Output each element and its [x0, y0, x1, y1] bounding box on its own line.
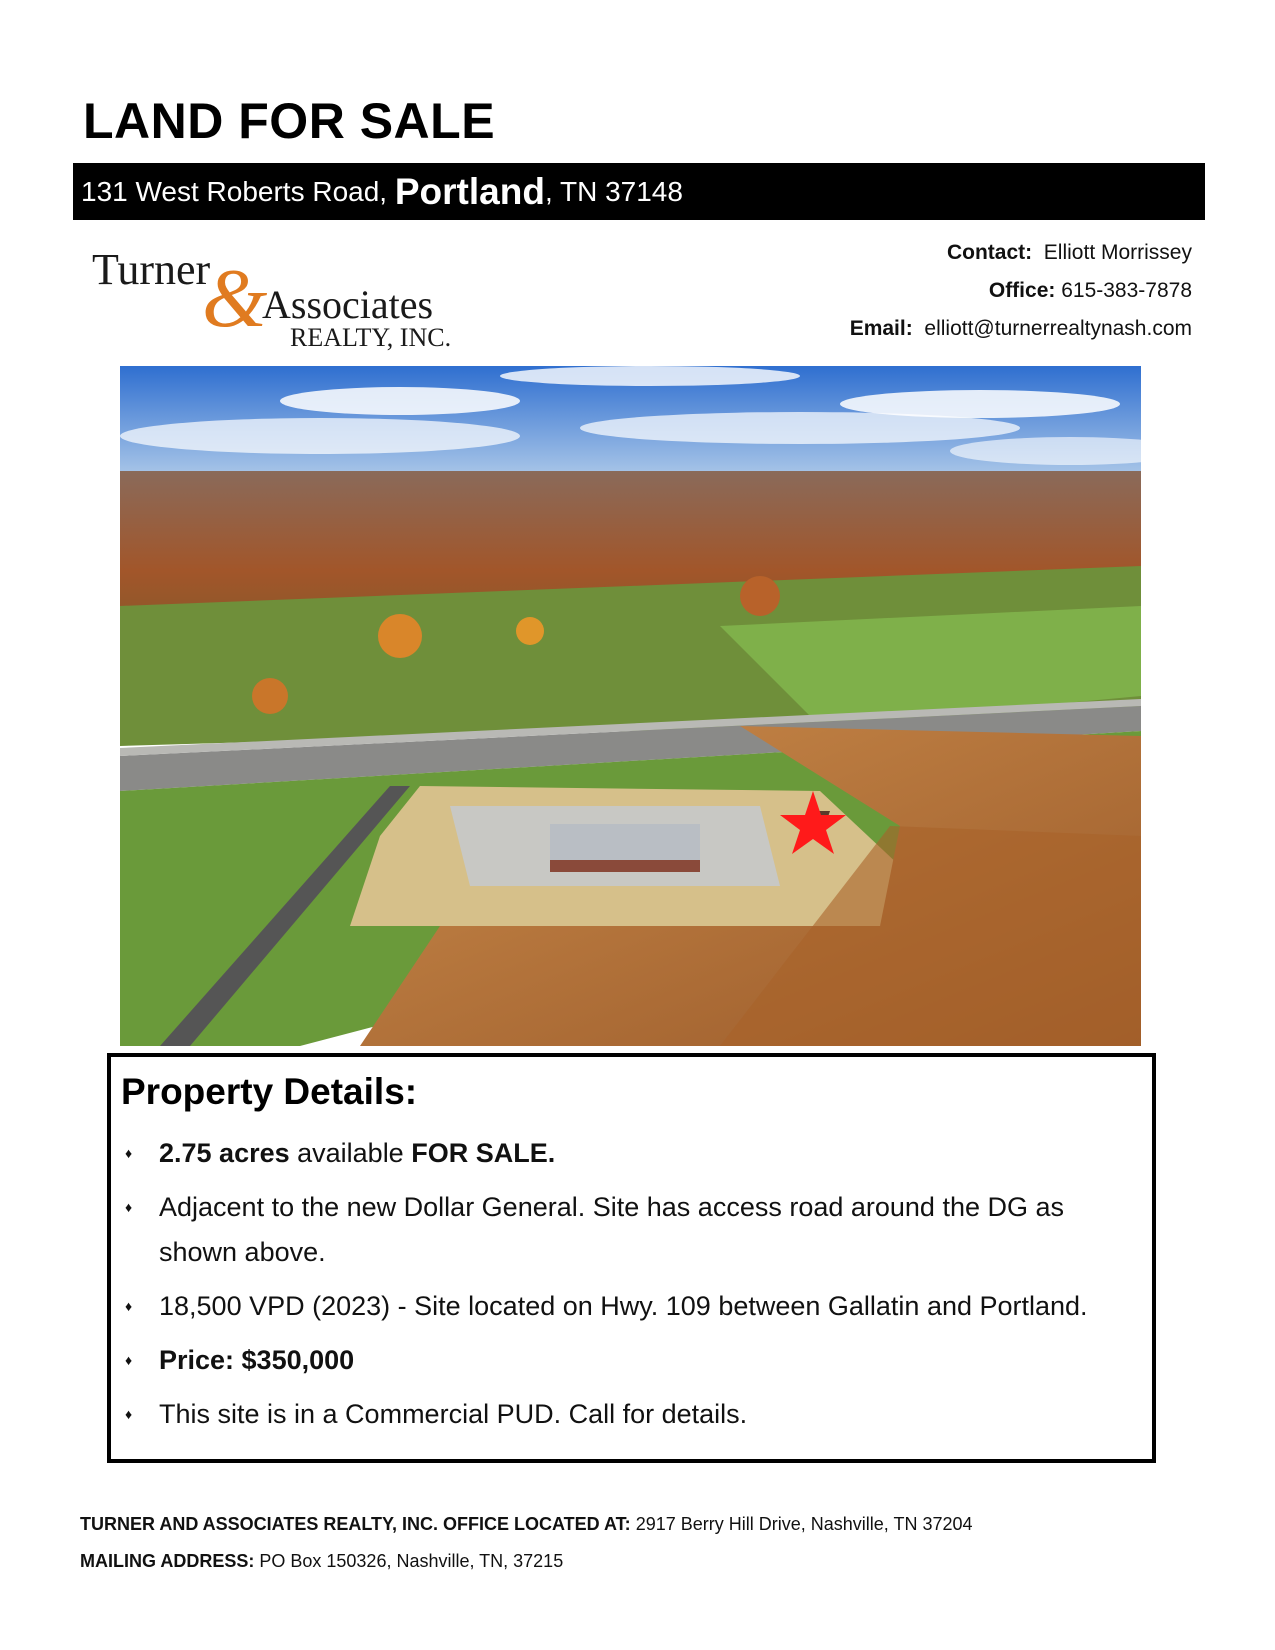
office-phone[interactable]: 615-383-7878: [1061, 279, 1192, 302]
address-state-zip: , TN 37148: [544, 175, 683, 207]
detail-text: available: [289, 1138, 412, 1168]
detail-item-access: [121, 1185, 1142, 1275]
diamond-bullet-icon: ♦: [125, 1298, 133, 1314]
diamond-bullet-icon: ♦: [125, 1145, 133, 1161]
detail-text: Price: $350,000: [159, 1345, 355, 1375]
detail-text: 18,500 VPD (2023) - Site located on Hwy. 109 between Gallatin and Portland.: [159, 1291, 1088, 1321]
footer-mailing-address: PO Box 150326, Nashville, TN, 37215: [259, 1551, 564, 1571]
detail-text: This site is in a Commercial PUD. Call for details.: [159, 1399, 748, 1429]
page-title: LAND FOR SALE: [83, 93, 496, 149]
aerial-property-photo: [120, 366, 1141, 1046]
contact-block: [850, 234, 1192, 348]
footer: [80, 1506, 973, 1580]
details-heading: Property Details:: [121, 1071, 418, 1112]
diamond-bullet-icon: ♦: [125, 1199, 133, 1215]
footer-mailing-label: MAILING ADDRESS:: [80, 1551, 255, 1571]
logo-line1: Turner: [92, 245, 211, 294]
footer-office-line: [80, 1506, 973, 1543]
contact-label: Contact:: [946, 241, 1033, 264]
company-logo: [92, 244, 492, 354]
detail-text: 2.75 acres: [159, 1138, 290, 1168]
office-label: Office:: [988, 279, 1056, 302]
diamond-bullet-icon: ♦: [125, 1406, 133, 1422]
footer-mailing-line: [80, 1543, 973, 1580]
diamond-bullet-icon: ♦: [125, 1352, 133, 1368]
detail-item-traffic: [121, 1284, 1142, 1329]
detail-text: Adjacent to the new Dollar General. Site has access road around the DG as shown above.: [159, 1192, 1065, 1267]
email-label: Email:: [849, 317, 913, 340]
office-row: [850, 272, 1192, 310]
contact-row: [850, 234, 1192, 272]
email-link[interactable]: elliott@turnerrealtynash.com: [924, 317, 1192, 340]
property-details-box: [107, 1053, 1156, 1463]
detail-item-zoning: [121, 1392, 1142, 1437]
address-bar: [73, 163, 1205, 220]
logo-ampersand: &: [202, 252, 268, 345]
footer-office-address: 2917 Berry Hill Drive, Nashville, TN 37204: [635, 1514, 973, 1534]
address-street: 131 West Roberts Road,: [81, 175, 395, 207]
detail-item-price: [121, 1338, 1142, 1383]
details-list: [121, 1131, 1142, 1437]
detail-item-acreage: [121, 1131, 1142, 1176]
address-city: Portland: [394, 170, 545, 212]
detail-text: FOR SALE.: [411, 1138, 556, 1168]
contact-name: Elliott Morrissey: [1043, 241, 1192, 264]
email-row: [850, 310, 1192, 348]
footer-office-label: TURNER AND ASSOCIATES REALTY, INC. OFFICE LOCATED AT:: [80, 1514, 631, 1534]
logo-line3: REALTY, INC.: [290, 323, 452, 352]
logo-line2: Associates: [262, 282, 434, 327]
